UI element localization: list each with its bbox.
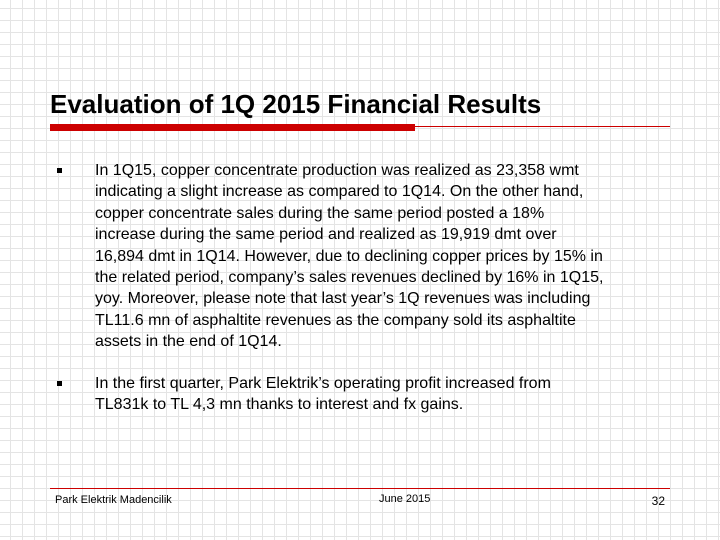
footer-date: June 2015 xyxy=(379,493,431,505)
bullet-item-production-sales xyxy=(57,160,677,353)
footer-company: Park Elektrik Madencilik xyxy=(55,494,172,506)
page-number: 32 xyxy=(651,494,665,508)
square-bullet-icon xyxy=(57,168,62,173)
bullet-text: In the first quarter, Park Elektrik’s operating profit increased from TL831k to TL 4,3 mn thanks to interest and fx gains. xyxy=(95,374,551,414)
bullet-item-operating-profit xyxy=(57,373,677,416)
bullet-text: In 1Q15, copper concentrate production was realized as 23,358 wmt indicating a slight increase as compared to 1Q14. On the other hand, copper concentrate sales during the same period posted a 18% increase during the same period and realized as 19,919 dmt over 16,894 dmt in 1Q14. However, due to declining copper prices by 15% in the related period, company’s sales revenues declined by 16% in 1Q15, yoy. Moreover, please note that last year’s 1Q revenues was including TL11.6 mn of asphaltite revenues as the company sold its asphaltite assets in the end of 1Q14. xyxy=(95,162,604,351)
title-underline-line xyxy=(415,126,670,127)
bullet-list xyxy=(57,160,677,415)
footer-divider xyxy=(50,488,670,489)
title-underline-bar xyxy=(50,124,415,131)
square-bullet-icon xyxy=(57,381,62,386)
slide-title: Evaluation of 1Q 2015 Financial Results xyxy=(50,89,542,119)
